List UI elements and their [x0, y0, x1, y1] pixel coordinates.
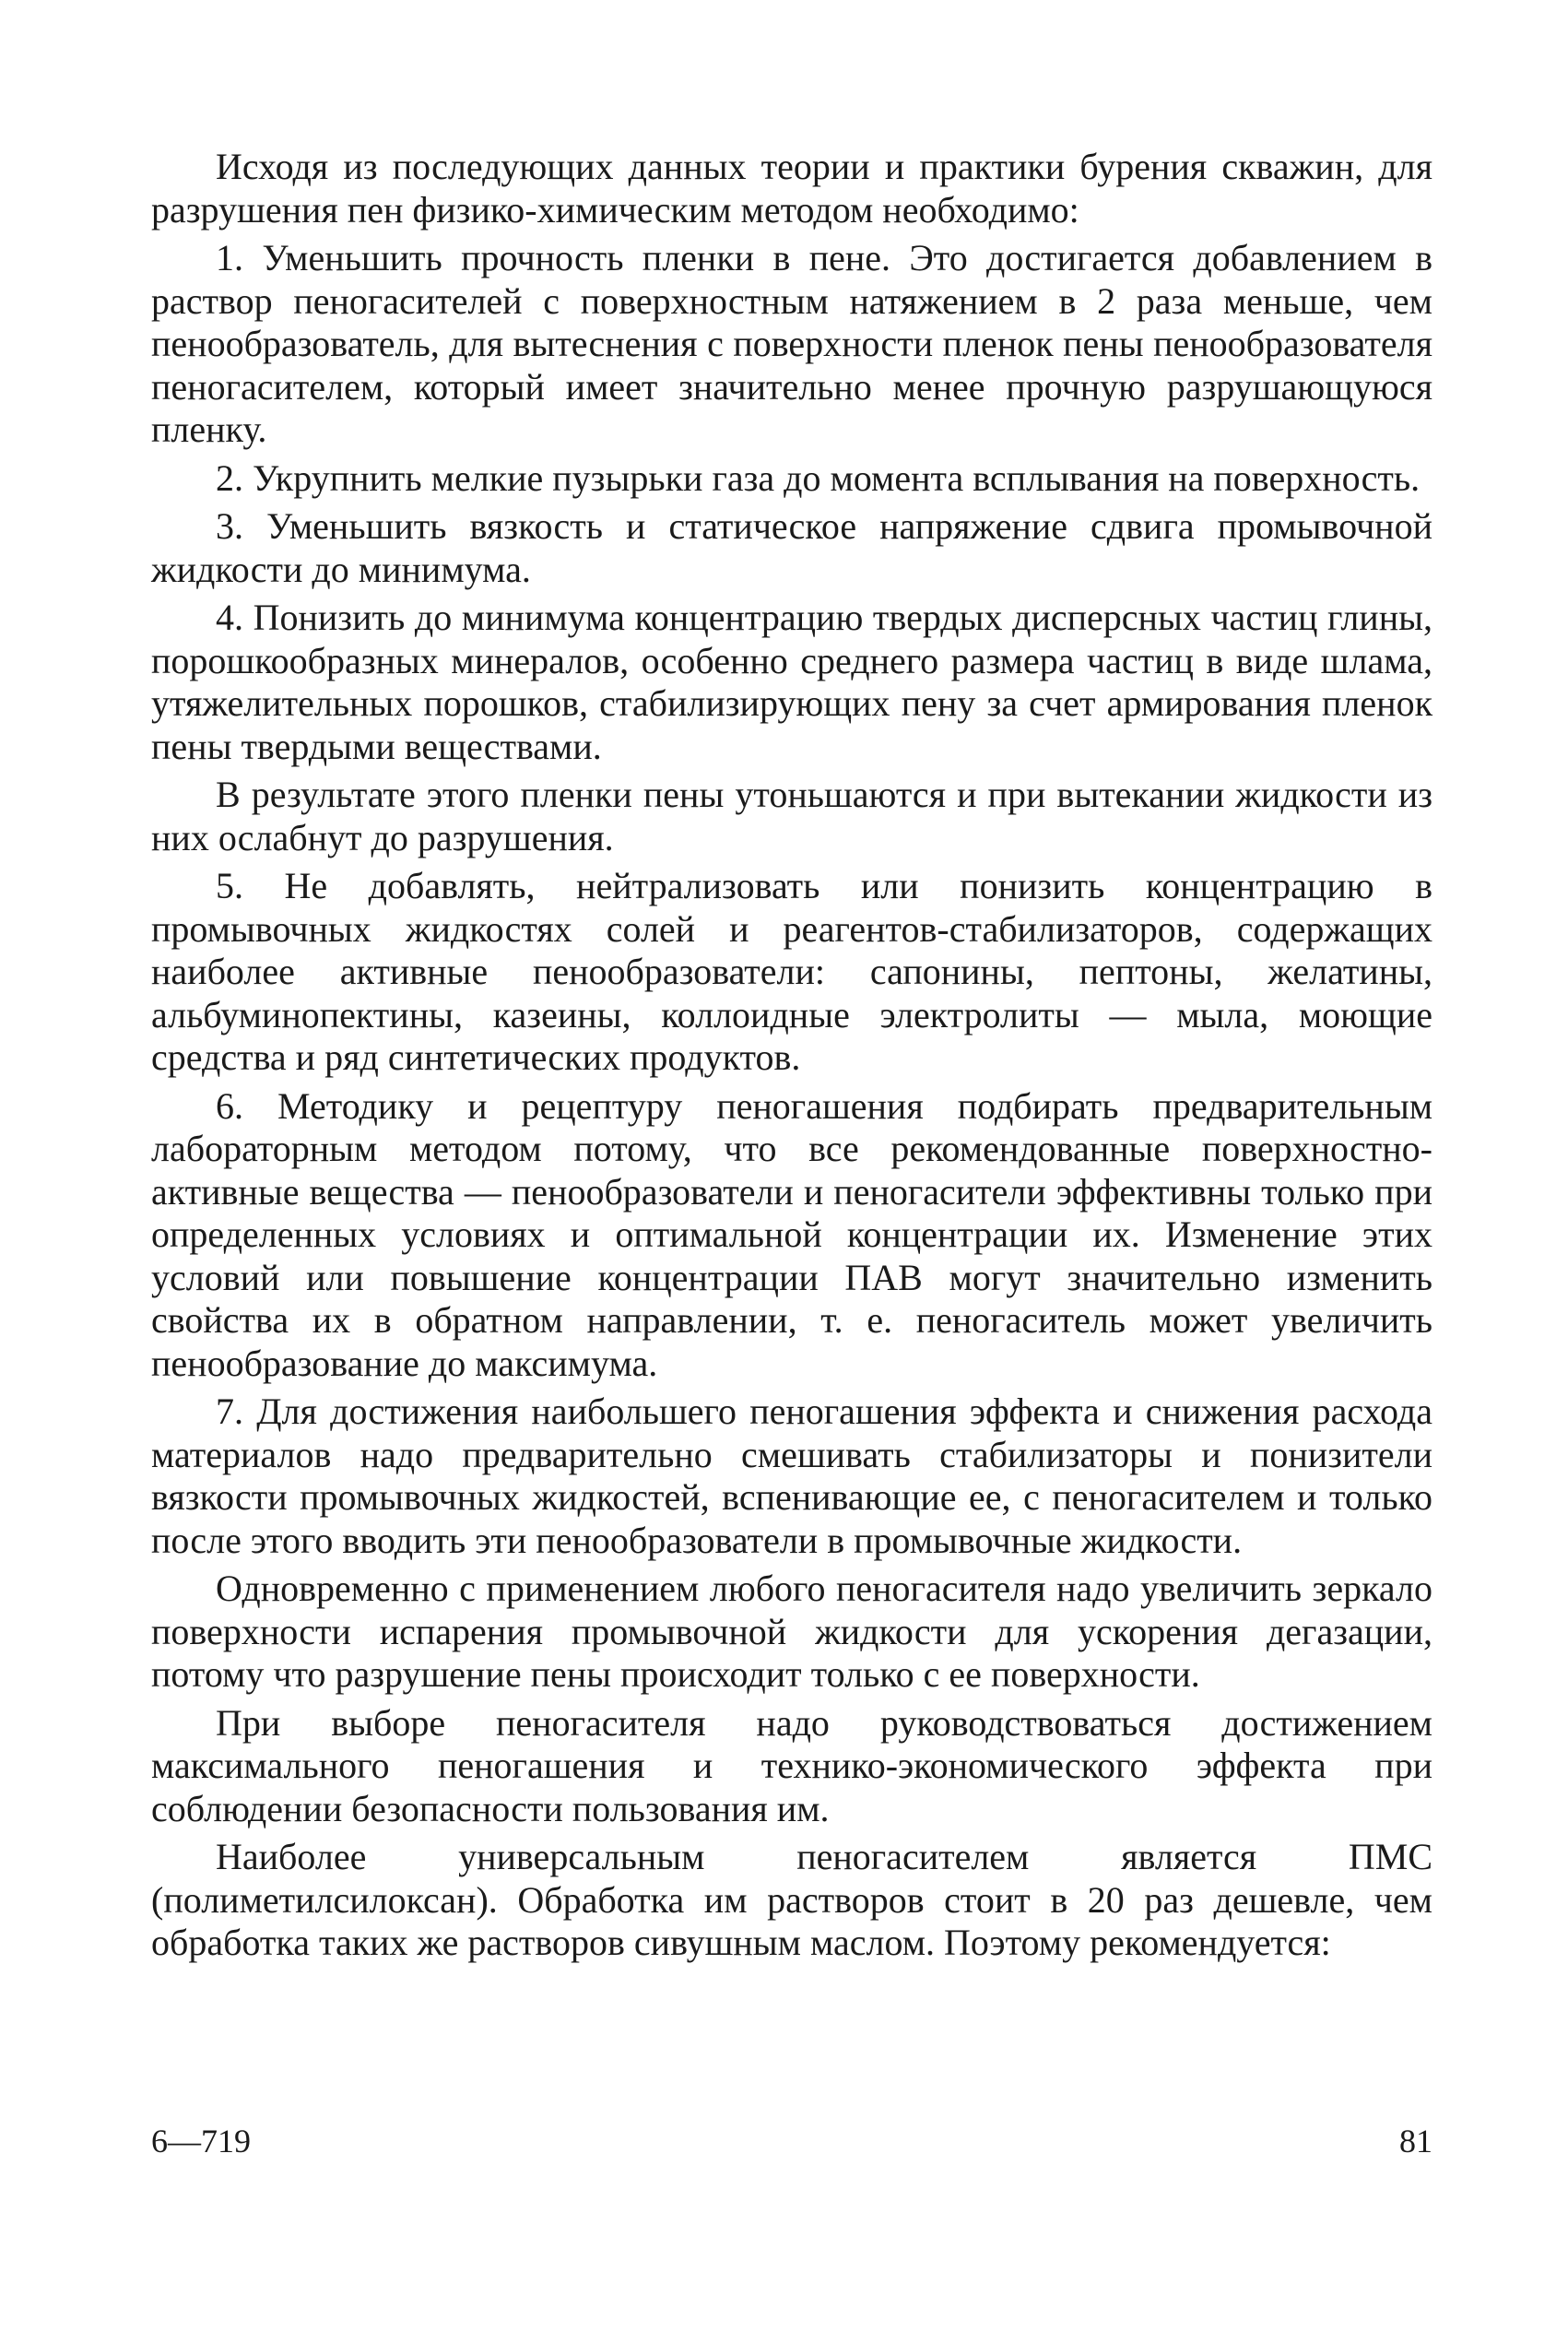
page-number: 81 — [1399, 2123, 1432, 2159]
paragraph-selection: При выборе пеногасителя надо руководствоваться достижением максимального пеногашения и технико-экономического эффекта при соблюдении безопасности пользования им. — [151, 1701, 1432, 1829]
list-item-4: 4. Понизить до минимума концентрацию твердых дисперсных частиц глины, порошкообразных минералов, особенно среднего размера частиц в виде шлама, утяжелительных порошков, стабилизирующих пену за счет армирования пленок пены твердыми веществами. — [151, 597, 1432, 767]
paragraph-evaporation: Одновременно с применением любого пеногасителя надо увеличить зеркало поверхности испарения промывочной жидкости для ускорения дегазации, потому что разрушение пены происходит только с ее поверхности. — [151, 1568, 1432, 1695]
printer-signature: 6—719 — [151, 2123, 251, 2159]
list-item-5: 5. Не добавлять, нейтрализовать или понизить концентрацию в промывочных жидкостях солей и реагентов-стабилизаторов, содержащих наиболее активные пенообразователи: сапонины, пептоны, желатины, альбуминопектины, казеины, коллоидные электролиты — мыла, моющие средства и ряд синтетических продуктов. — [151, 865, 1432, 1078]
list-item-7: 7. Для достижения наибольшего пеногашения эффекта и снижения расхода материалов надо предварительно смешивать стабилизаторы и понизители вязкости промывочных жидкостей, вспенивающие ее, с пеногасителем и только после этого вводить эти пенообразователи в промывочные жидкости. — [151, 1390, 1432, 1561]
list-item-6: 6. Методику и рецептуру пеногашения подбирать предварительным лабораторным методом потому, что все рекомендованные поверхностно-активные вещества — пенообразователи и пеногасители эффективны только при определенных условиях и оптимальной концентрации их. Изменение этих условий или повышение концентрации ПАВ могут значительно изменить свойства их в обратном направлении, т. е. пеногаситель может увеличить пенообразование до максимума. — [151, 1084, 1432, 1384]
paragraph-intro: Исходя из последующих данных теории и практики бурения скважин, для разрушения пен физико-химическим методом необходимо: — [151, 146, 1432, 231]
page-body — [151, 146, 1432, 1970]
paragraph-result: В результате этого пленки пены утоньшаются и при вытекании жидкости из них ослабнут до разрушения. — [151, 774, 1432, 858]
page-footer — [151, 2121, 1432, 2161]
list-item-2: 2. Укрупнить мелкие пузырьки газа до момента всплывания на поверхность. — [216, 456, 1421, 499]
list-item-3: 3. Уменьшить вязкость и статическое напряжение сдвига промывочной жидкости до минимума. — [151, 505, 1432, 590]
list-item-1: 1. Уменьшить прочность пленки в пене. Это достигается добавлением в раствор пеногасителей с поверхностным натяжением в 2 раза меньше, чем пенообразователь, для вытеснения с поверхности пленок пены пенообразователя пеногасителем, который имеет значительно менее прочную разрушающуюся пленку. — [151, 237, 1432, 450]
paragraph-pms: Наиболее универсальным пеногасителем является ПМС (полиметилсилоксан). Обработка им растворов стоит в 20 раз дешевле, чем обработка таких же растворов сивушным маслом. Поэтому рекомендуется: — [151, 1836, 1432, 1963]
